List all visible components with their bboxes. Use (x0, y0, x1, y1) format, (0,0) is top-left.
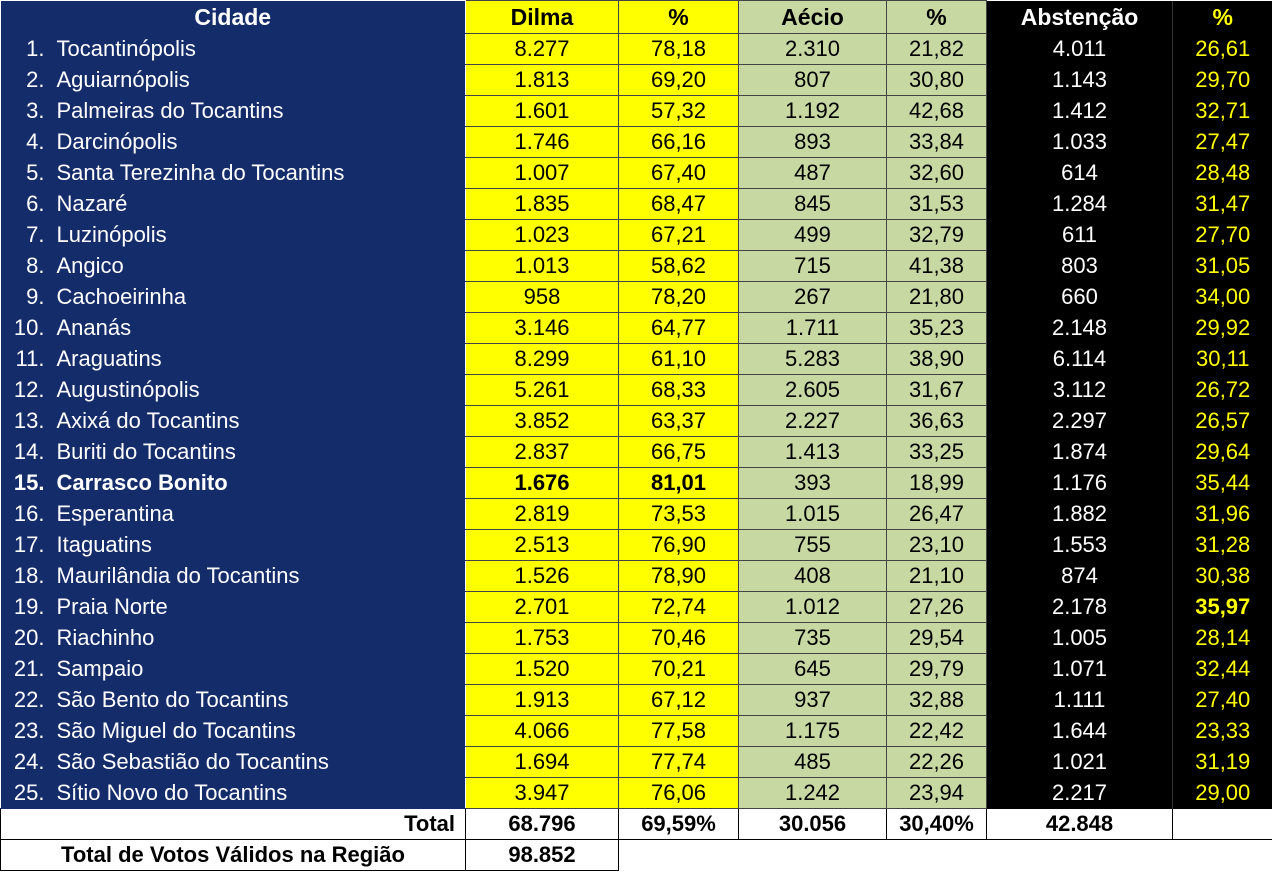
dilma-pct: 63,37 (619, 406, 739, 437)
abstention-votes: 614 (987, 158, 1173, 189)
dilma-votes: 3.146 (466, 313, 619, 344)
city-number: 18. (13, 563, 45, 588)
aecio-votes: 485 (739, 747, 887, 778)
abstention-votes: 4.011 (987, 34, 1173, 65)
dilma-votes: 8.277 (466, 34, 619, 65)
abstention-pct: 27,70 (1173, 220, 1272, 251)
dilma-pct: 70,46 (619, 623, 739, 654)
abstention-votes: 1.644 (987, 716, 1173, 747)
dilma-pct: 64,77 (619, 313, 739, 344)
aecio-pct: 21,80 (887, 282, 987, 313)
abstention-votes: 1.882 (987, 499, 1173, 530)
header-row (1, 1, 1272, 34)
city-cell (1, 561, 466, 592)
table-row (1, 592, 1272, 623)
aecio-pct: 26,47 (887, 499, 987, 530)
city-number: 20. (13, 625, 45, 650)
aecio-votes: 1.175 (739, 716, 887, 747)
abstention-votes: 874 (987, 561, 1173, 592)
table-header (1, 1, 1272, 34)
abstention-pct: 29,70 (1173, 65, 1272, 96)
city-cell (1, 778, 466, 809)
city-name: Ananás (56, 315, 132, 340)
header-dilma-pct: % (619, 1, 739, 34)
city-cell (1, 189, 466, 220)
aecio-votes: 645 (739, 654, 887, 685)
city-name: São Sebastião do Tocantins (56, 749, 329, 774)
city-name: Buriti do Tocantins (56, 439, 236, 464)
city-cell (1, 127, 466, 158)
dilma-votes: 1.835 (466, 189, 619, 220)
city-cell (1, 158, 466, 189)
abstention-pct: 26,61 (1173, 34, 1272, 65)
city-cell (1, 34, 466, 65)
table-row (1, 158, 1272, 189)
aecio-pct: 41,38 (887, 251, 987, 282)
dilma-pct: 76,06 (619, 778, 739, 809)
totals-abstention-pct (1173, 809, 1272, 840)
header-city: Cidade (1, 1, 466, 34)
abstention-votes: 1.874 (987, 437, 1173, 468)
city-name: São Bento do Tocantins (56, 687, 289, 712)
totals-abstention: 42.848 (987, 809, 1173, 840)
abstention-votes: 1.071 (987, 654, 1173, 685)
city-number: 12. (13, 377, 45, 402)
totals-label: Total (1, 809, 466, 840)
dilma-votes: 1.520 (466, 654, 619, 685)
abstention-pct: 29,00 (1173, 778, 1272, 809)
abstention-votes: 660 (987, 282, 1173, 313)
city-cell (1, 654, 466, 685)
city-name: Augustinópolis (56, 377, 200, 402)
abstention-votes: 3.112 (987, 375, 1173, 406)
city-number: 9. (26, 284, 45, 309)
dilma-votes: 1.023 (466, 220, 619, 251)
city-number: 16. (13, 501, 45, 526)
city-number: 5. (26, 160, 45, 185)
aecio-votes: 5.283 (739, 344, 887, 375)
aecio-pct: 23,10 (887, 530, 987, 561)
table-row (1, 623, 1272, 654)
abstention-pct: 31,47 (1173, 189, 1272, 220)
dilma-pct: 58,62 (619, 251, 739, 282)
city-name: Luzinópolis (56, 222, 167, 247)
table-row (1, 716, 1272, 747)
city-cell (1, 623, 466, 654)
abstention-pct: 28,14 (1173, 623, 1272, 654)
city-number: 19. (13, 594, 45, 619)
city-name: Nazaré (56, 191, 128, 216)
aecio-votes: 1.413 (739, 437, 887, 468)
aecio-votes: 408 (739, 561, 887, 592)
city-cell (1, 313, 466, 344)
dilma-pct: 72,74 (619, 592, 739, 623)
city-cell (1, 344, 466, 375)
dilma-pct: 67,21 (619, 220, 739, 251)
abstention-votes: 1.111 (987, 685, 1173, 716)
abstention-votes: 6.114 (987, 344, 1173, 375)
table-row (1, 561, 1272, 592)
dilma-votes: 958 (466, 282, 619, 313)
table-row (1, 375, 1272, 406)
city-number: 22. (13, 687, 45, 712)
header-dilma: Dilma (466, 1, 619, 34)
abstention-pct: 31,96 (1173, 499, 1272, 530)
table-row (1, 251, 1272, 282)
abstention-votes: 2.297 (987, 406, 1173, 437)
aecio-pct: 30,80 (887, 65, 987, 96)
city-cell (1, 96, 466, 127)
aecio-pct: 32,88 (887, 685, 987, 716)
aecio-votes: 267 (739, 282, 887, 313)
aecio-pct: 33,84 (887, 127, 987, 158)
table-row (1, 96, 1272, 127)
aecio-pct: 31,53 (887, 189, 987, 220)
city-number: 6. (26, 191, 45, 216)
city-number: 8. (26, 253, 45, 278)
city-name: Riachinho (56, 625, 155, 650)
dilma-votes: 2.837 (466, 437, 619, 468)
dilma-votes: 1.813 (466, 65, 619, 96)
aecio-pct: 38,90 (887, 344, 987, 375)
city-name: Cachoeirinha (56, 284, 187, 309)
dilma-pct: 67,12 (619, 685, 739, 716)
city-name: Angico (56, 253, 124, 278)
abstention-votes: 2.217 (987, 778, 1173, 809)
city-name: Sampaio (56, 656, 144, 681)
city-number: 11. (15, 346, 45, 371)
abstention-pct: 35,44 (1173, 468, 1272, 499)
table-row (1, 406, 1272, 437)
abstention-pct: 27,40 (1173, 685, 1272, 716)
abstention-votes: 2.148 (987, 313, 1173, 344)
aecio-pct: 21,82 (887, 34, 987, 65)
table-row (1, 468, 1272, 499)
city-cell (1, 220, 466, 251)
table-row (1, 437, 1272, 468)
dilma-votes: 1.601 (466, 96, 619, 127)
abstention-pct: 31,28 (1173, 530, 1272, 561)
abstention-votes: 2.178 (987, 592, 1173, 623)
city-number: 7. (26, 222, 45, 247)
table-row (1, 778, 1272, 809)
abstention-pct: 32,71 (1173, 96, 1272, 127)
dilma-pct: 77,58 (619, 716, 739, 747)
aecio-votes: 393 (739, 468, 887, 499)
city-name: Sítio Novo do Tocantins (56, 780, 288, 805)
table-row (1, 313, 1272, 344)
city-name: Darcinópolis (56, 129, 178, 154)
city-name: Praia Norte (56, 594, 168, 619)
aecio-pct: 23,94 (887, 778, 987, 809)
aecio-pct: 42,68 (887, 96, 987, 127)
abstention-votes: 1.005 (987, 623, 1173, 654)
city-cell (1, 592, 466, 623)
dilma-votes: 1.526 (466, 561, 619, 592)
aecio-votes: 807 (739, 65, 887, 96)
city-name: Maurilândia do Tocantins (56, 563, 300, 588)
abstention-pct: 26,57 (1173, 406, 1272, 437)
city-number: 1. (26, 36, 45, 61)
abstention-pct: 26,72 (1173, 375, 1272, 406)
dilma-pct: 78,20 (619, 282, 739, 313)
city-name: São Miguel do Tocantins (56, 718, 296, 743)
aecio-votes: 845 (739, 189, 887, 220)
aecio-votes: 1.192 (739, 96, 887, 127)
aecio-pct: 29,54 (887, 623, 987, 654)
table-row (1, 685, 1272, 716)
city-name: Aguiarnópolis (56, 67, 190, 92)
aecio-votes: 893 (739, 127, 887, 158)
table-row (1, 65, 1272, 96)
dilma-votes: 1.746 (466, 127, 619, 158)
aecio-votes: 499 (739, 220, 887, 251)
abstention-pct: 30,38 (1173, 561, 1272, 592)
dilma-votes: 1.753 (466, 623, 619, 654)
aecio-votes: 735 (739, 623, 887, 654)
dilma-pct: 57,32 (619, 96, 739, 127)
dilma-votes: 1.013 (466, 251, 619, 282)
city-cell (1, 65, 466, 96)
table-row (1, 654, 1272, 685)
dilma-pct: 70,21 (619, 654, 739, 685)
aecio-votes: 1.242 (739, 778, 887, 809)
city-number: 3. (26, 98, 45, 123)
abstention-pct: 31,19 (1173, 747, 1272, 778)
city-number: 14. (13, 439, 45, 464)
abstention-votes: 611 (987, 220, 1173, 251)
abstention-votes: 1.143 (987, 65, 1173, 96)
abstention-pct: 30,11 (1173, 344, 1272, 375)
city-number: 17. (13, 532, 45, 557)
city-cell (1, 251, 466, 282)
city-name: Carrasco Bonito (56, 470, 228, 495)
city-name: Santa Terezinha do Tocantins (56, 160, 345, 185)
dilma-pct: 78,18 (619, 34, 739, 65)
totals-dilma: 68.796 (466, 809, 619, 840)
city-cell (1, 375, 466, 406)
dilma-pct: 81,01 (619, 468, 739, 499)
dilma-votes: 1.694 (466, 747, 619, 778)
aecio-votes: 1.711 (739, 313, 887, 344)
table-body (1, 34, 1272, 809)
abstention-pct: 32,44 (1173, 654, 1272, 685)
header-aecio-pct: % (887, 1, 987, 34)
dilma-pct: 61,10 (619, 344, 739, 375)
aecio-pct: 22,42 (887, 716, 987, 747)
dilma-votes: 2.819 (466, 499, 619, 530)
aecio-votes: 2.310 (739, 34, 887, 65)
city-cell (1, 716, 466, 747)
abstention-pct: 27,47 (1173, 127, 1272, 158)
valid-votes-blank (619, 840, 1272, 871)
city-name: Araguatins (56, 346, 162, 371)
totals-row (1, 809, 1272, 840)
abstention-pct: 28,48 (1173, 158, 1272, 189)
aecio-pct: 21,10 (887, 561, 987, 592)
aecio-votes: 1.012 (739, 592, 887, 623)
city-cell (1, 685, 466, 716)
dilma-votes: 8.299 (466, 344, 619, 375)
abstention-pct: 35,97 (1173, 592, 1272, 623)
dilma-pct: 68,47 (619, 189, 739, 220)
city-number: 23. (13, 718, 45, 743)
valid-votes-label: Total de Votos Válidos na Região (1, 840, 466, 871)
abstention-pct: 29,92 (1173, 313, 1272, 344)
table-row (1, 530, 1272, 561)
abstention-votes: 1.412 (987, 96, 1173, 127)
dilma-pct: 68,33 (619, 375, 739, 406)
table-row (1, 499, 1272, 530)
aecio-votes: 1.015 (739, 499, 887, 530)
totals-aecio-pct: 30,40% (887, 809, 987, 840)
city-cell (1, 282, 466, 313)
header-aecio: Aécio (739, 1, 887, 34)
dilma-pct: 66,16 (619, 127, 739, 158)
aecio-votes: 937 (739, 685, 887, 716)
totals-aecio: 30.056 (739, 809, 887, 840)
dilma-pct: 76,90 (619, 530, 739, 561)
city-name: Esperantina (56, 501, 174, 526)
valid-votes-value: 98.852 (466, 840, 619, 871)
header-abstention-pct: % (1173, 1, 1272, 34)
city-number: 21. (13, 656, 45, 681)
abstention-votes: 1.021 (987, 747, 1173, 778)
aecio-pct: 18,99 (887, 468, 987, 499)
dilma-pct: 69,20 (619, 65, 739, 96)
aecio-votes: 715 (739, 251, 887, 282)
aecio-pct: 35,23 (887, 313, 987, 344)
aecio-pct: 31,67 (887, 375, 987, 406)
aecio-votes: 487 (739, 158, 887, 189)
aecio-votes: 2.227 (739, 406, 887, 437)
city-name: Palmeiras do Tocantins (56, 98, 284, 123)
city-cell (1, 499, 466, 530)
city-number: 13. (13, 408, 45, 433)
dilma-votes: 1.007 (466, 158, 619, 189)
dilma-pct: 73,53 (619, 499, 739, 530)
city-cell (1, 747, 466, 778)
aecio-votes: 2.605 (739, 375, 887, 406)
dilma-votes: 1.676 (466, 468, 619, 499)
dilma-pct: 66,75 (619, 437, 739, 468)
abstention-pct: 34,00 (1173, 282, 1272, 313)
abstention-votes: 1.176 (987, 468, 1173, 499)
header-abstention: Abstenção (987, 1, 1173, 34)
totals-dilma-pct: 69,59% (619, 809, 739, 840)
city-number: 25. (13, 780, 45, 805)
dilma-pct: 77,74 (619, 747, 739, 778)
aecio-pct: 36,63 (887, 406, 987, 437)
dilma-pct: 67,40 (619, 158, 739, 189)
aecio-pct: 32,60 (887, 158, 987, 189)
city-cell (1, 406, 466, 437)
table-row (1, 344, 1272, 375)
dilma-votes: 1.913 (466, 685, 619, 716)
city-cell (1, 530, 466, 561)
dilma-votes: 3.852 (466, 406, 619, 437)
table-row (1, 220, 1272, 251)
dilma-votes: 4.066 (466, 716, 619, 747)
abstention-votes: 1.284 (987, 189, 1173, 220)
valid-votes-row (1, 840, 1272, 871)
city-name: Itaguatins (56, 532, 152, 557)
city-number: 15. (13, 470, 45, 495)
table-row (1, 189, 1272, 220)
abstention-votes: 1.033 (987, 127, 1173, 158)
table-row (1, 34, 1272, 65)
dilma-votes: 2.701 (466, 592, 619, 623)
table-footer (1, 809, 1272, 871)
city-cell (1, 437, 466, 468)
abstention-votes: 803 (987, 251, 1173, 282)
table-row (1, 282, 1272, 313)
dilma-pct: 78,90 (619, 561, 739, 592)
aecio-pct: 22,26 (887, 747, 987, 778)
abstention-pct: 29,64 (1173, 437, 1272, 468)
abstention-pct: 23,33 (1173, 716, 1272, 747)
aecio-pct: 29,79 (887, 654, 987, 685)
city-number: 2. (26, 67, 45, 92)
city-cell (1, 468, 466, 499)
dilma-votes: 2.513 (466, 530, 619, 561)
city-name: Axixá do Tocantins (56, 408, 240, 433)
city-number: 10. (13, 315, 45, 340)
table-row (1, 747, 1272, 778)
dilma-votes: 5.261 (466, 375, 619, 406)
aecio-pct: 27,26 (887, 592, 987, 623)
city-number: 24. (13, 749, 45, 774)
table-row (1, 127, 1272, 158)
city-number: 4. (26, 129, 45, 154)
abstention-pct: 31,05 (1173, 251, 1272, 282)
aecio-votes: 755 (739, 530, 887, 561)
abstention-votes: 1.553 (987, 530, 1173, 561)
city-name: Tocantinópolis (56, 36, 196, 61)
dilma-votes: 3.947 (466, 778, 619, 809)
aecio-pct: 32,79 (887, 220, 987, 251)
aecio-pct: 33,25 (887, 437, 987, 468)
